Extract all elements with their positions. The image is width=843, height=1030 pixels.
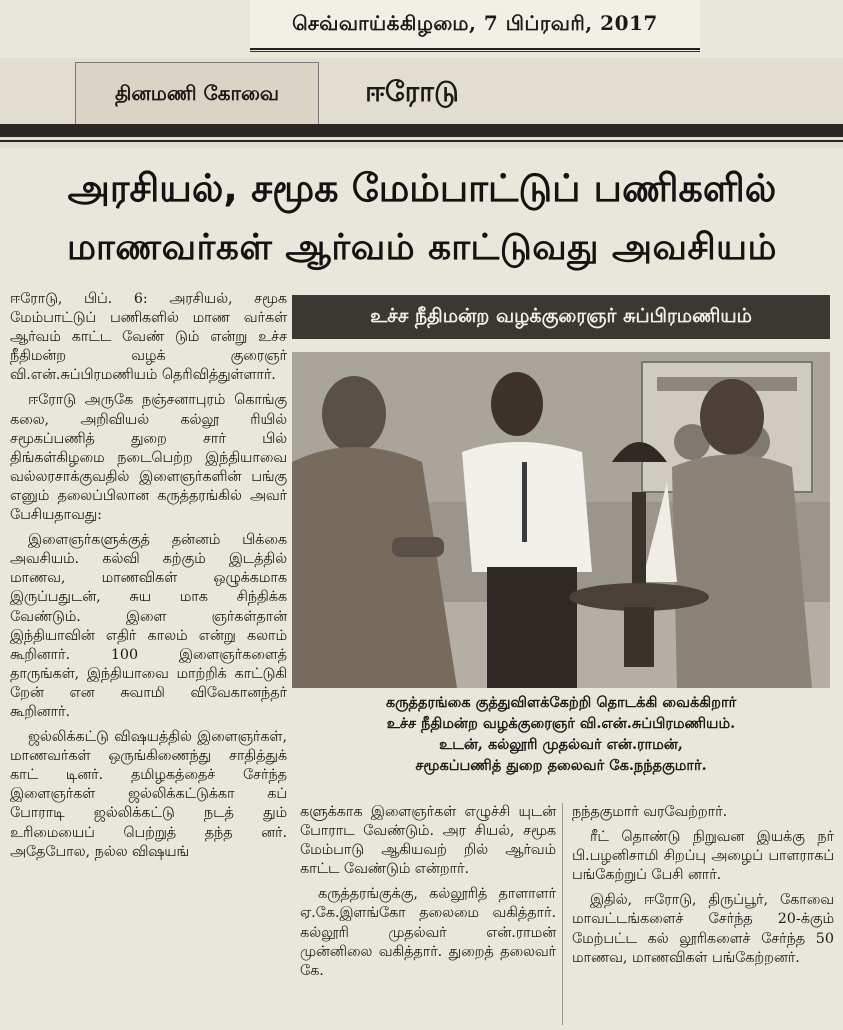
dateline: செவ்வாய்க்கிழமை, 7 பிப்ரவரி, 2017	[250, 0, 700, 50]
article-column-1	[10, 290, 287, 868]
paragraph: ரீட் தொண்டு நிறுவன இயக்கு நர் பி.பழனிசாமி சிறப்பு அழைப் பாளராகப் பங்கேற்றுப் பேசி னார்.	[572, 829, 834, 884]
headline-line-2: மாணவர்கள் ஆர்வம் காட்டுவது அவசியம்	[66, 227, 777, 268]
paragraph: களுக்காக இளைஞர்கள் எழுச்சி யுடன் போராட வேண்டும். அர சியல், சமூக மேம்பாடு ஆகியவற் றில் ஆர்வம் காட்ட வேண்டும் என்றார்.	[300, 804, 556, 878]
paragraph: இளைஞர்களுக்குத் தன்னம் பிக்கை அவசியம். கல்வி கற்கும் இடத்தில் மாணவ, மாணவிகள் ஒழுக்கமாக இருப்பதுடன், சுய மாக சிந்திக்க வேண்டும். இளை ஞர்கள்தான் இந்தியாவின் எதிர் காலம் என்று கலாம் கூறினார். 100 இளைஞர்களைத் தாருங்கள், இந்தியாவை மாற்றிக் காட்டுகி றேன் என சுவாமி விவேகானந்தர் கூறினார்.	[10, 532, 287, 720]
city-name: ஈரோடு	[365, 74, 459, 108]
headline	[8, 158, 836, 278]
caption-line: சமூகப்பணித் துறை தலைவர் கே.நந்தகுமார்.	[415, 757, 707, 774]
caption-line: உச்ச நீதிமன்ற வழக்குரைஞர் வி.என்.சுப்பிரமணியம்.	[386, 715, 736, 732]
paragraph: ஈரோடு அருகே நஞ்சனாபுரம் கொங்கு கலை, அறிவியல் கல்லூ ரியில் சமூகப்பணித் துறை சார் பில் திங்கள்கிழமை நடைபெற்ற இந்தியாவை வல்லரசாக்குவதில் இளைஞர்களின் பங்கு எனும் தலைப்பிலான கருத்தரங்கில் அவர் பேசியதாவது:	[10, 392, 287, 524]
dateline-rule	[250, 51, 700, 52]
masthead-rule	[0, 124, 843, 137]
caption-line: உடன், கல்லூரி முதல்வர் என்.ராமன்,	[439, 736, 683, 753]
photo-caption	[296, 692, 826, 776]
paragraph: ஈரோடு, பிப். 6: அரசியல், சமூக மேம்பாட்டுப் பணிகளில் மாண வர்கள் ஆர்வம் காட்ட வேண் டும் என்று உச்ச நீதிமன்ற வழக் குரைஞர் வி.என்.சுப்பிரமணியம் தெரிவித்துள்ளார்.	[10, 291, 287, 384]
photo-illustration	[292, 352, 830, 688]
column-divider	[562, 803, 563, 1025]
paragraph: நந்தகுமார் வரவேற்றார்.	[572, 804, 728, 820]
article-column-2	[300, 803, 556, 987]
paragraph: கருத்தரங்குக்கு, கல்லூரித் தாளாளர் ஏ.கே.இளங்கோ தலைமை வகித்தார். கல்லூரி முதல்வர் என்.ராமன் முன்னிலை வகித்தார். துறைத் தலைவர் கே.	[300, 886, 556, 979]
paragraph: ஜல்லிக்கட்டு விஷயத்தில் இளைஞர்கள், மாணவர்கள் ஒருங்கிணைந்து சாதித்துக் காட் டினர். தமிழகத்தைச் சேர்ந்த இளைஞர்கள் ஜல்லிக்கட்டுக்கா கப் போராடி ஜல்லிக்கட்டு நடத் தும் உரிமையைப் பெற்றுத் தந்த னர். அதேபோல, நல்ல விஷயங்	[10, 729, 287, 860]
subheading: உச்ச நீதிமன்ற வழக்குரைஞர் சுப்பிரமணியம்	[292, 295, 830, 339]
edition-name: தினமணி கோவை	[75, 62, 319, 126]
article-column-3	[572, 803, 834, 974]
headline-line-1: அரசியல், சமூக மேம்பாட்டுப் பணிகளில்	[67, 166, 777, 210]
caption-line: கருத்தரங்கை குத்துவிளக்கேற்றி தொடக்கி வைக்கிறார்	[385, 694, 737, 711]
paragraph: இதில், ஈரோடு, திருப்பூர், கோவை மாவட்டங்களைச் சேர்ந்த 20-க்கும் மேற்பட்ட கல் லூரிகளைச் சேர்ந்த 50 மாணவ, மாணவிகள் பங்கேற்றனர்.	[572, 892, 834, 966]
masthead-rule-thin	[0, 140, 843, 142]
event-photo	[292, 352, 830, 688]
